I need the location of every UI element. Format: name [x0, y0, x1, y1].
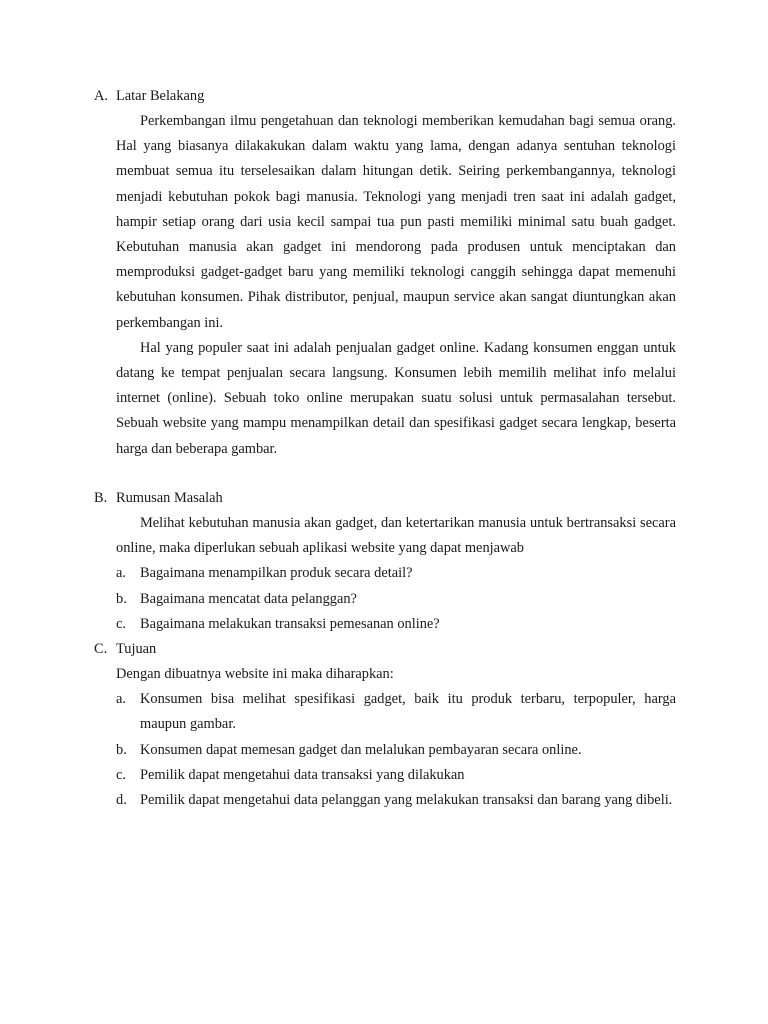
list-item: [116, 763, 676, 788]
list-marker: d.: [116, 792, 127, 809]
paragraph: Hal yang populer saat ini adalah penjualan gadget online. Kadang konsumen enggan untuk datang ke tempat penjualan secara langsung. Konsumen lebih memilih melihat info melalui internet (online). Sebuah toko online merupakan suatu solusi untuk permasalahan tersebut. Sebuah website yang mampu menampilkan detail dan spesifikasi gadget secara lengkap, beserta harga dan beberapa gambar.: [116, 339, 676, 457]
section-body: [116, 109, 676, 462]
list-text: Bagaimana melakukan transaksi pemesanan online?: [140, 615, 440, 632]
section-letter: C.: [94, 641, 108, 657]
section-body: [116, 511, 676, 637]
list-text: Bagaimana mencatat data pelanggan?: [140, 590, 357, 607]
section-tujuan: [94, 637, 676, 813]
list-text: Konsumen dapat memesan gadget dan melalukan pembayaran secara online.: [140, 741, 582, 758]
section-body: [116, 662, 676, 813]
list-marker: a.: [116, 691, 126, 708]
section-heading: [94, 486, 676, 511]
list-text: Bagaimana menampilkan produk secara detail?: [140, 565, 413, 582]
list-text: Konsumen bisa melihat spesifikasi gadget, baik itu produk terbaru, terpopuler, harga maupun gambar.: [140, 691, 676, 733]
paragraph: Dengan dibuatnya website ini maka diharapkan:: [116, 666, 394, 682]
list-marker: a.: [116, 565, 126, 582]
section-rumusan-masalah: [94, 486, 676, 637]
section-title: Rumusan Masalah: [116, 490, 223, 506]
paragraph: Perkembangan ilmu pengetahuan dan teknologi memberikan kemudahan bagi semua orang. Hal yang biasanya dilakakukan dalam waktu yang lama, dengan adanya sentuhan teknologi membuat semua itu terselesaikan dalam hitungan detik. Seiring perkembangannya, teknologi menjadi kebutuhan pokok bagi manusia. Teknologi yang menjadi tren saat ini adalah gadget, hampir setiap orang dari usia kecil sampai tua pun pasti memiliki minimal satu buah gadget. Kebutuhan manusia akan gadget ini mendorong pada produsen untuk menciptakan dan memproduksi gadget-gadget baru yang memiliki teknologi canggih sehingga dapat memenuhi kebutuhan konsumen. Pihak distributor, penjual, maupun service akan sangat diuntungkan akan perkembangan ini.: [116, 113, 676, 331]
list-item: [116, 561, 676, 586]
list-item: [116, 738, 676, 763]
list-marker: c.: [116, 615, 126, 632]
section-title: Latar Belakang: [116, 88, 205, 104]
section-letter: B.: [94, 490, 108, 506]
section-letter: A.: [94, 88, 108, 104]
list-marker: c.: [116, 766, 126, 783]
list-text: Pemilik dapat mengetahui data transaksi yang dilakukan: [140, 766, 465, 783]
section-heading: [94, 84, 676, 109]
list-item: [116, 687, 676, 737]
list-text: Pemilik dapat mengetahui data pelanggan yang melakukan transaksi dan barang yang dibeli.: [140, 792, 673, 809]
section-heading: [94, 637, 676, 662]
paragraph: Melihat kebutuhan manusia akan gadget, dan ketertarikan manusia untuk bertransaksi secara online, maka diperlukan sebuah aplikasi website yang dapat menjawab: [116, 515, 676, 557]
list-item: [116, 587, 676, 612]
list-item: [116, 612, 676, 637]
list-marker: b.: [116, 741, 127, 758]
list-item: [116, 788, 676, 813]
section-title: Tujuan: [116, 641, 157, 657]
section-latar-belakang: [94, 84, 676, 462]
list-marker: b.: [116, 590, 127, 607]
